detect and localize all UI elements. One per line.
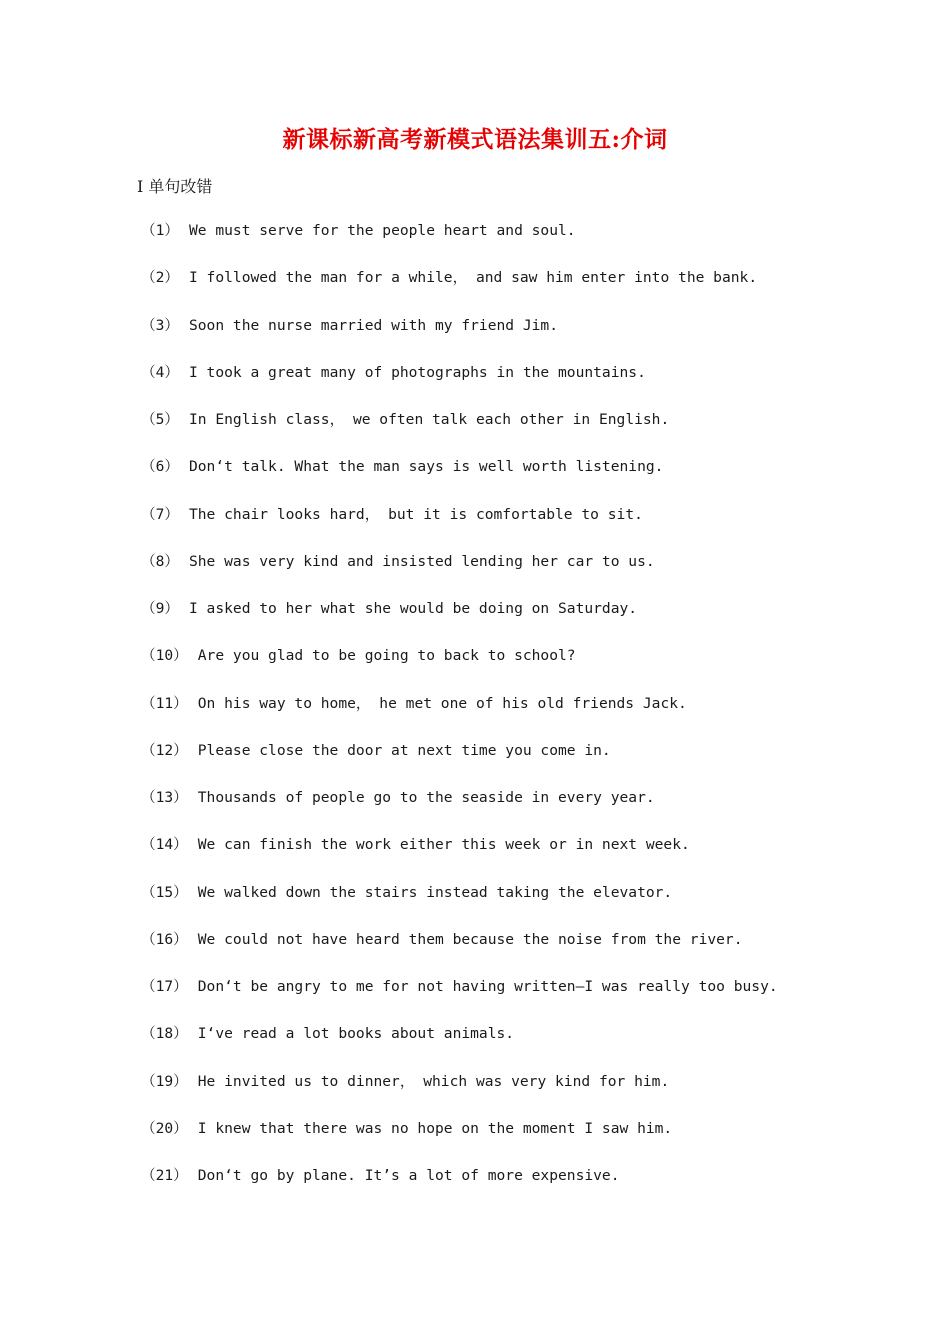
question-number: （1） <box>141 222 179 239</box>
question-number: （18） <box>141 1025 188 1043</box>
question-item <box>141 694 778 741</box>
question-item <box>141 552 778 599</box>
question-item <box>141 835 778 882</box>
question-item <box>141 505 778 552</box>
question-number: （9） <box>141 600 179 617</box>
question-item <box>141 1024 778 1071</box>
question-item <box>141 930 778 977</box>
question-text: We could not have heard them because the noise from the river. <box>197 930 743 948</box>
question-text: Don‘t be angry to me for not having written—I was really too busy. <box>197 978 778 995</box>
question-text: Thousands of people go to the seaside in every year. <box>197 789 655 806</box>
question-text: The chair looks hard， but it is comfortable to sit. <box>188 505 643 523</box>
question-number: （15） <box>141 883 188 901</box>
question-item <box>141 221 778 268</box>
question-text: I took a great many of photographs in the mountains. <box>188 363 646 381</box>
question-number: （8） <box>141 552 179 570</box>
question-item <box>141 977 778 1024</box>
question-item <box>141 316 778 363</box>
question-number: （4） <box>141 363 179 381</box>
question-number: （3） <box>141 316 179 334</box>
question-item <box>141 268 778 315</box>
question-number: （11） <box>141 694 188 712</box>
question-number: （12） <box>141 741 188 759</box>
question-text: I followed the man for a while， and saw him enter into the bank. <box>188 269 758 287</box>
question-item <box>141 883 778 930</box>
question-number: （17） <box>141 978 188 995</box>
question-item <box>141 363 778 410</box>
question-text: Please close the door at next time you come in. <box>197 741 611 759</box>
question-number: （16） <box>141 930 188 948</box>
question-number: （2） <box>141 269 179 287</box>
question-number: （21） <box>141 1167 188 1184</box>
question-text: In English class， we often talk each other in English. <box>188 411 670 428</box>
question-item <box>141 1072 778 1119</box>
question-text: Are you glad to be going to back to school? <box>197 647 576 665</box>
question-number: （10） <box>141 647 188 665</box>
question-text: On his way to home， he met one of his old friends Jack. <box>197 694 687 712</box>
question-item <box>141 410 778 457</box>
question-text: Don‘t go by plane. It’s a lot of more expensive. <box>197 1167 620 1184</box>
question-text: I asked to her what she would be doing on Saturday. <box>188 600 638 617</box>
question-number: （5） <box>141 411 179 428</box>
question-text: I knew that there was no hope on the moment I saw him. <box>197 1119 673 1137</box>
question-text: I‘ve read a lot books about animals. <box>197 1025 515 1043</box>
question-item <box>141 1119 778 1166</box>
question-number: （13） <box>141 789 188 806</box>
question-item <box>141 646 778 693</box>
question-item <box>141 599 778 646</box>
question-text: Don‘t talk. What the man says is well worth listening. <box>188 458 664 476</box>
question-text: She was very kind and insisted lending her car to us. <box>188 552 655 570</box>
page-title: 新课标新高考新模式语法集训五:介词 <box>282 126 668 153</box>
question-number: （7） <box>141 505 179 523</box>
question-text: We must serve for the people heart and soul. <box>188 222 576 239</box>
question-text: We walked down the stairs instead taking the elevator. <box>197 883 673 901</box>
question-number: （19） <box>141 1072 188 1090</box>
section-heading: I 单句改错 <box>137 177 213 196</box>
question-number: （6） <box>141 458 179 476</box>
question-item <box>141 788 778 835</box>
question-number: （14） <box>141 836 188 854</box>
question-text: Soon the nurse married with my friend Jim. <box>188 316 559 334</box>
question-text: We can finish the work either this week or in next week. <box>197 836 690 854</box>
question-item <box>141 457 778 504</box>
question-list <box>141 221 778 1213</box>
question-text: He invited us to dinner， which was very kind for him. <box>197 1072 670 1090</box>
question-number: （20） <box>141 1119 188 1137</box>
question-item <box>141 1166 778 1213</box>
question-item <box>141 741 778 788</box>
